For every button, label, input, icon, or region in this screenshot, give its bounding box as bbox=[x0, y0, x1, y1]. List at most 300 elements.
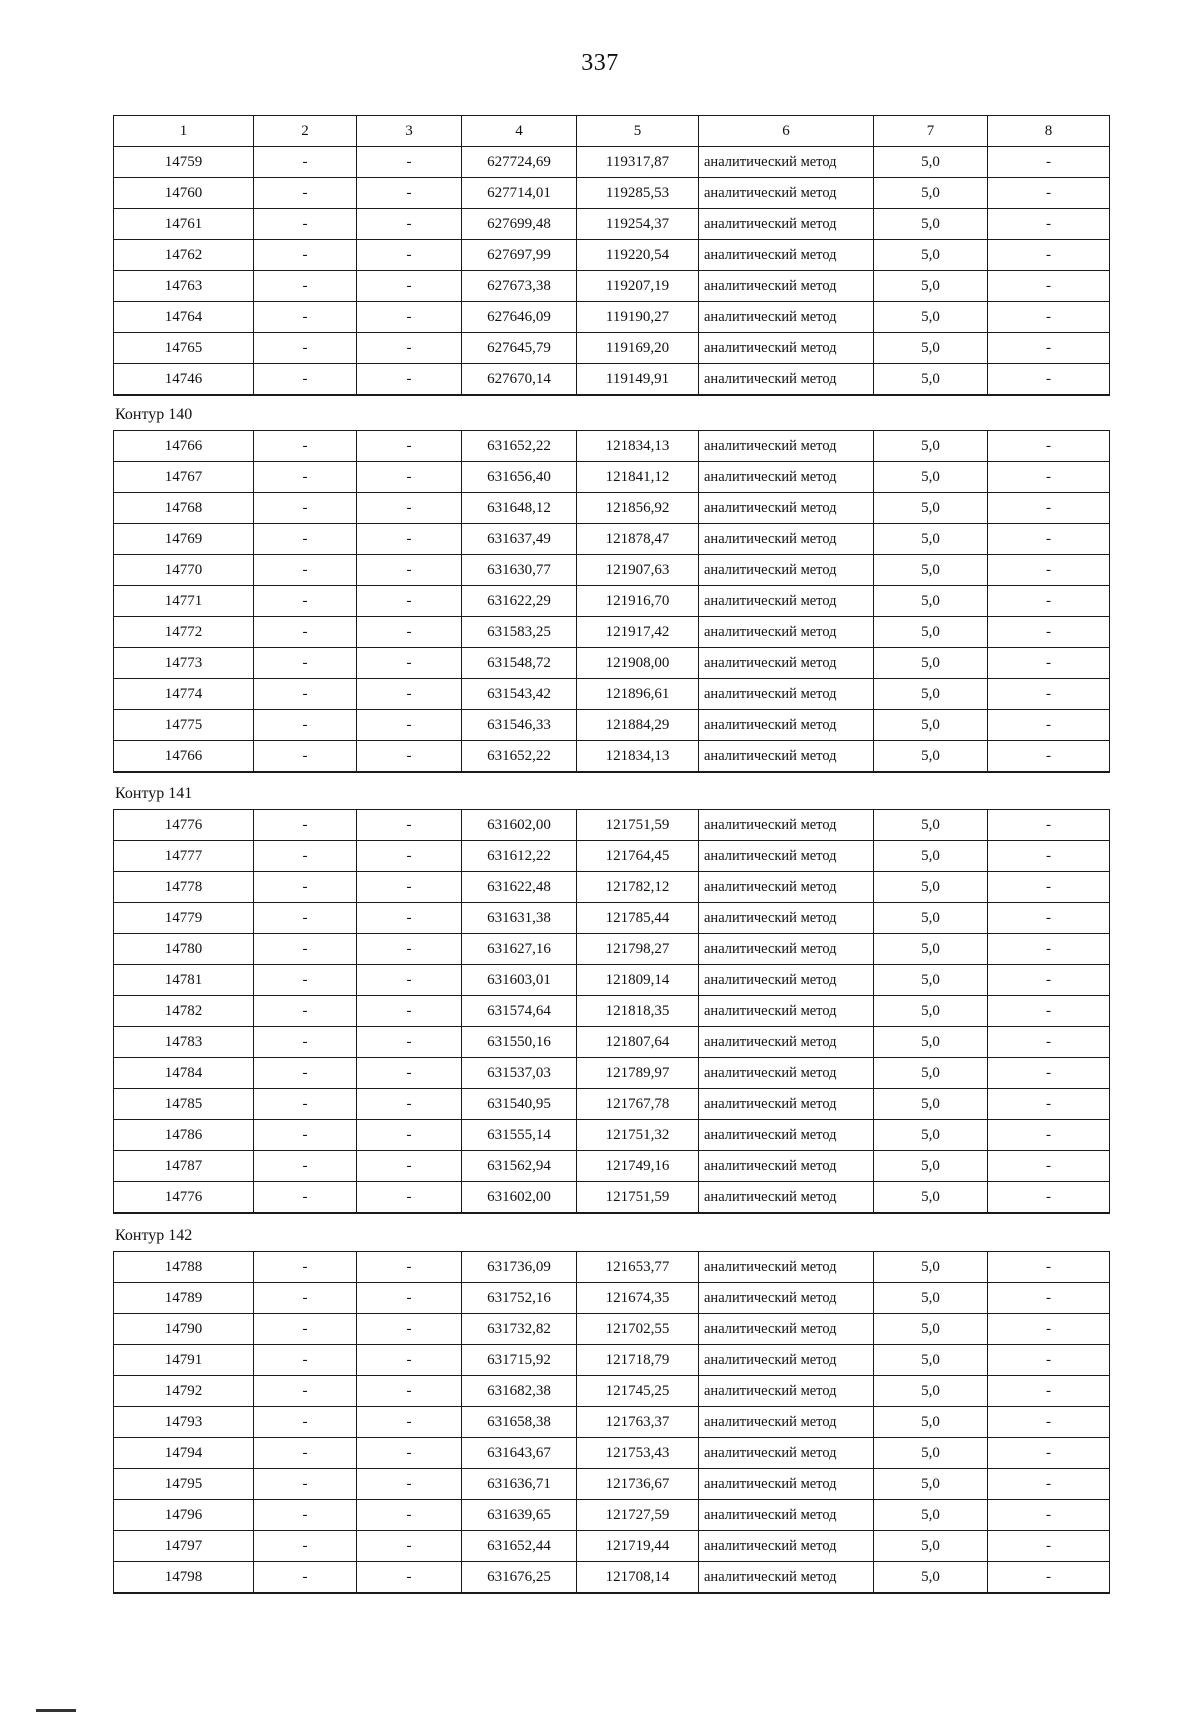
col-3-cell: - bbox=[357, 1058, 462, 1089]
table-row bbox=[114, 965, 1110, 996]
col-2-cell: - bbox=[254, 1314, 357, 1345]
point-number-cell: 14776 bbox=[114, 1182, 254, 1214]
coord-y-cell: 119254,37 bbox=[577, 209, 699, 240]
col-2-cell: - bbox=[254, 1027, 357, 1058]
col-8-cell: - bbox=[988, 302, 1110, 333]
coord-y-cell: 121753,43 bbox=[577, 1438, 699, 1469]
coordinates-table bbox=[113, 430, 1110, 773]
coord-x-cell: 631648,12 bbox=[462, 493, 577, 524]
coord-x-cell: 627646,09 bbox=[462, 302, 577, 333]
coord-x-cell: 631652,22 bbox=[462, 741, 577, 773]
col-8-cell: - bbox=[988, 1345, 1110, 1376]
accuracy-cell: 5,0 bbox=[874, 209, 988, 240]
col-3-cell: - bbox=[357, 679, 462, 710]
col-2-cell: - bbox=[254, 934, 357, 965]
table-row bbox=[114, 1058, 1110, 1089]
col-3-cell: - bbox=[357, 1252, 462, 1283]
coord-x-cell: 631631,38 bbox=[462, 903, 577, 934]
col-3-cell: - bbox=[357, 1283, 462, 1314]
coord-x-cell: 631543,42 bbox=[462, 679, 577, 710]
col-8-cell: - bbox=[988, 431, 1110, 462]
col-8-cell: - bbox=[988, 872, 1110, 903]
method-cell: аналитический метод bbox=[699, 364, 874, 396]
accuracy-cell: 5,0 bbox=[874, 462, 988, 493]
coord-y-cell: 119207,19 bbox=[577, 271, 699, 302]
coord-y-cell: 121751,59 bbox=[577, 810, 699, 841]
col-2-cell: - bbox=[254, 1151, 357, 1182]
col-2-cell: - bbox=[254, 741, 357, 773]
table-row bbox=[114, 1407, 1110, 1438]
coord-y-cell: 121907,63 bbox=[577, 555, 699, 586]
coord-y-cell: 121818,35 bbox=[577, 996, 699, 1027]
table-row bbox=[114, 1314, 1110, 1345]
point-number-cell: 14765 bbox=[114, 333, 254, 364]
col-8-cell: - bbox=[988, 209, 1110, 240]
col-3-cell: - bbox=[357, 872, 462, 903]
method-cell: аналитический метод bbox=[699, 524, 874, 555]
method-cell: аналитический метод bbox=[699, 648, 874, 679]
coord-y-cell: 121782,12 bbox=[577, 872, 699, 903]
method-cell: аналитический метод bbox=[699, 1120, 874, 1151]
accuracy-cell: 5,0 bbox=[874, 1531, 988, 1562]
accuracy-cell: 5,0 bbox=[874, 1562, 988, 1594]
point-number-cell: 14775 bbox=[114, 710, 254, 741]
coord-x-cell: 627714,01 bbox=[462, 178, 577, 209]
coord-x-cell: 631546,33 bbox=[462, 710, 577, 741]
method-cell: аналитический метод bbox=[699, 1407, 874, 1438]
col-8-cell: - bbox=[988, 586, 1110, 617]
accuracy-cell: 5,0 bbox=[874, 524, 988, 555]
method-cell: аналитический метод bbox=[699, 1182, 874, 1214]
table-row bbox=[114, 741, 1110, 773]
col-3-cell: - bbox=[357, 493, 462, 524]
col-8-cell: - bbox=[988, 679, 1110, 710]
col-2-cell: - bbox=[254, 1562, 357, 1594]
col-8-cell: - bbox=[988, 996, 1110, 1027]
col-8-cell: - bbox=[988, 240, 1110, 271]
col-3-cell: - bbox=[357, 333, 462, 364]
coord-y-cell: 121745,25 bbox=[577, 1376, 699, 1407]
point-number-cell: 14764 bbox=[114, 302, 254, 333]
col-2-cell: - bbox=[254, 617, 357, 648]
col-8-cell: - bbox=[988, 1314, 1110, 1345]
table-row bbox=[114, 1182, 1110, 1214]
coord-y-cell: 121719,44 bbox=[577, 1531, 699, 1562]
coord-y-cell: 121764,45 bbox=[577, 841, 699, 872]
coord-x-cell: 631583,25 bbox=[462, 617, 577, 648]
col-3-cell: - bbox=[357, 965, 462, 996]
table-row bbox=[114, 178, 1110, 209]
col-8-cell: - bbox=[988, 1562, 1110, 1594]
method-cell: аналитический метод bbox=[699, 1469, 874, 1500]
col-8-cell: - bbox=[988, 1058, 1110, 1089]
method-cell: аналитический метод bbox=[699, 872, 874, 903]
table-block bbox=[113, 115, 1109, 396]
table-row bbox=[114, 555, 1110, 586]
coord-y-cell: 121751,32 bbox=[577, 1120, 699, 1151]
column-header: 8 bbox=[988, 116, 1110, 147]
coord-x-cell: 631643,67 bbox=[462, 1438, 577, 1469]
col-8-cell: - bbox=[988, 617, 1110, 648]
coord-y-cell: 119169,20 bbox=[577, 333, 699, 364]
col-3-cell: - bbox=[357, 431, 462, 462]
col-3-cell: - bbox=[357, 209, 462, 240]
col-2-cell: - bbox=[254, 648, 357, 679]
col-3-cell: - bbox=[357, 648, 462, 679]
coord-y-cell: 121767,78 bbox=[577, 1089, 699, 1120]
table-row bbox=[114, 1283, 1110, 1314]
coord-x-cell: 631602,00 bbox=[462, 810, 577, 841]
coord-x-cell: 627670,14 bbox=[462, 364, 577, 396]
col-2-cell: - bbox=[254, 462, 357, 493]
col-8-cell: - bbox=[988, 1500, 1110, 1531]
col-3-cell: - bbox=[357, 1407, 462, 1438]
col-8-cell: - bbox=[988, 741, 1110, 773]
point-number-cell: 14787 bbox=[114, 1151, 254, 1182]
col-2-cell: - bbox=[254, 903, 357, 934]
accuracy-cell: 5,0 bbox=[874, 1314, 988, 1345]
method-cell: аналитический метод bbox=[699, 1531, 874, 1562]
point-number-cell: 14780 bbox=[114, 934, 254, 965]
col-3-cell: - bbox=[357, 1182, 462, 1214]
point-number-cell: 14761 bbox=[114, 209, 254, 240]
accuracy-cell: 5,0 bbox=[874, 1345, 988, 1376]
coord-x-cell: 631676,25 bbox=[462, 1562, 577, 1594]
accuracy-cell: 5,0 bbox=[874, 1469, 988, 1500]
point-number-cell: 14763 bbox=[114, 271, 254, 302]
method-cell: аналитический метод bbox=[699, 209, 874, 240]
table-row bbox=[114, 810, 1110, 841]
col-8-cell: - bbox=[988, 934, 1110, 965]
col-3-cell: - bbox=[357, 364, 462, 396]
point-number-cell: 14788 bbox=[114, 1252, 254, 1283]
col-8-cell: - bbox=[988, 364, 1110, 396]
column-header: 4 bbox=[462, 116, 577, 147]
col-8-cell: - bbox=[988, 271, 1110, 302]
accuracy-cell: 5,0 bbox=[874, 841, 988, 872]
table-row bbox=[114, 1120, 1110, 1151]
coord-y-cell: 119149,91 bbox=[577, 364, 699, 396]
col-2-cell: - bbox=[254, 679, 357, 710]
coord-y-cell: 121674,35 bbox=[577, 1283, 699, 1314]
col-2-cell: - bbox=[254, 209, 357, 240]
col-2-cell: - bbox=[254, 1469, 357, 1500]
coord-y-cell: 121702,55 bbox=[577, 1314, 699, 1345]
col-8-cell: - bbox=[988, 524, 1110, 555]
method-cell: аналитический метод bbox=[699, 810, 874, 841]
point-number-cell: 14772 bbox=[114, 617, 254, 648]
method-cell: аналитический метод bbox=[699, 555, 874, 586]
col-2-cell: - bbox=[254, 965, 357, 996]
accuracy-cell: 5,0 bbox=[874, 710, 988, 741]
point-number-cell: 14766 bbox=[114, 431, 254, 462]
col-3-cell: - bbox=[357, 710, 462, 741]
accuracy-cell: 5,0 bbox=[874, 1283, 988, 1314]
col-2-cell: - bbox=[254, 431, 357, 462]
method-cell: аналитический метод bbox=[699, 1252, 874, 1283]
point-number-cell: 14782 bbox=[114, 996, 254, 1027]
accuracy-cell: 5,0 bbox=[874, 934, 988, 965]
col-2-cell: - bbox=[254, 1120, 357, 1151]
coord-x-cell: 631652,22 bbox=[462, 431, 577, 462]
col-3-cell: - bbox=[357, 810, 462, 841]
method-cell: аналитический метод bbox=[699, 1500, 874, 1531]
method-cell: аналитический метод bbox=[699, 741, 874, 773]
col-2-cell: - bbox=[254, 1407, 357, 1438]
coord-x-cell: 627645,79 bbox=[462, 333, 577, 364]
point-number-cell: 14760 bbox=[114, 178, 254, 209]
point-number-cell: 14776 bbox=[114, 810, 254, 841]
coord-x-cell: 631656,40 bbox=[462, 462, 577, 493]
table-row bbox=[114, 431, 1110, 462]
col-2-cell: - bbox=[254, 333, 357, 364]
point-number-cell: 14791 bbox=[114, 1345, 254, 1376]
coord-x-cell: 631627,16 bbox=[462, 934, 577, 965]
coord-y-cell: 121878,47 bbox=[577, 524, 699, 555]
col-8-cell: - bbox=[988, 648, 1110, 679]
point-number-cell: 14759 bbox=[114, 147, 254, 178]
table-row bbox=[114, 586, 1110, 617]
accuracy-cell: 5,0 bbox=[874, 333, 988, 364]
col-8-cell: - bbox=[988, 1182, 1110, 1214]
point-number-cell: 14777 bbox=[114, 841, 254, 872]
coord-x-cell: 631715,92 bbox=[462, 1345, 577, 1376]
col-8-cell: - bbox=[988, 1252, 1110, 1283]
accuracy-cell: 5,0 bbox=[874, 271, 988, 302]
point-number-cell: 14785 bbox=[114, 1089, 254, 1120]
method-cell: аналитический метод bbox=[699, 178, 874, 209]
coord-y-cell: 121809,14 bbox=[577, 965, 699, 996]
col-8-cell: - bbox=[988, 1089, 1110, 1120]
col-2-cell: - bbox=[254, 1345, 357, 1376]
col-3-cell: - bbox=[357, 271, 462, 302]
coord-x-cell: 631682,38 bbox=[462, 1376, 577, 1407]
coord-x-cell: 631658,38 bbox=[462, 1407, 577, 1438]
point-number-cell: 14792 bbox=[114, 1376, 254, 1407]
coord-y-cell: 121798,27 bbox=[577, 934, 699, 965]
coord-y-cell: 121653,77 bbox=[577, 1252, 699, 1283]
table-row bbox=[114, 996, 1110, 1027]
method-cell: аналитический метод bbox=[699, 333, 874, 364]
coord-x-cell: 631622,29 bbox=[462, 586, 577, 617]
point-number-cell: 14773 bbox=[114, 648, 254, 679]
point-number-cell: 14789 bbox=[114, 1283, 254, 1314]
col-2-cell: - bbox=[254, 524, 357, 555]
accuracy-cell: 5,0 bbox=[874, 431, 988, 462]
method-cell: аналитический метод bbox=[699, 1027, 874, 1058]
point-number-cell: 14795 bbox=[114, 1469, 254, 1500]
coord-x-cell: 631574,64 bbox=[462, 996, 577, 1027]
col-3-cell: - bbox=[357, 302, 462, 333]
coord-y-cell: 119220,54 bbox=[577, 240, 699, 271]
col-8-cell: - bbox=[988, 493, 1110, 524]
coord-y-cell: 121834,13 bbox=[577, 431, 699, 462]
coord-x-cell: 627724,69 bbox=[462, 147, 577, 178]
method-cell: аналитический метод bbox=[699, 1438, 874, 1469]
col-2-cell: - bbox=[254, 364, 357, 396]
table-row bbox=[114, 841, 1110, 872]
accuracy-cell: 5,0 bbox=[874, 1151, 988, 1182]
col-3-cell: - bbox=[357, 462, 462, 493]
coord-x-cell: 631602,00 bbox=[462, 1182, 577, 1214]
table-row bbox=[114, 209, 1110, 240]
coord-y-cell: 121834,13 bbox=[577, 741, 699, 773]
col-2-cell: - bbox=[254, 1283, 357, 1314]
point-number-cell: 14778 bbox=[114, 872, 254, 903]
col-2-cell: - bbox=[254, 841, 357, 872]
coord-x-cell: 627673,38 bbox=[462, 271, 577, 302]
method-cell: аналитический метод bbox=[699, 903, 874, 934]
coord-x-cell: 627699,48 bbox=[462, 209, 577, 240]
point-number-cell: 14770 bbox=[114, 555, 254, 586]
column-header: 6 bbox=[699, 116, 874, 147]
col-8-cell: - bbox=[988, 1120, 1110, 1151]
table-row bbox=[114, 462, 1110, 493]
col-8-cell: - bbox=[988, 1376, 1110, 1407]
coord-y-cell: 121708,14 bbox=[577, 1562, 699, 1594]
col-8-cell: - bbox=[988, 1283, 1110, 1314]
coord-y-cell: 121917,42 bbox=[577, 617, 699, 648]
coord-y-cell: 121916,70 bbox=[577, 586, 699, 617]
method-cell: аналитический метод bbox=[699, 1089, 874, 1120]
table-row bbox=[114, 271, 1110, 302]
point-number-cell: 14767 bbox=[114, 462, 254, 493]
col-2-cell: - bbox=[254, 493, 357, 524]
col-2-cell: - bbox=[254, 810, 357, 841]
table-row bbox=[114, 240, 1110, 271]
method-cell: аналитический метод bbox=[699, 841, 874, 872]
coord-x-cell: 631752,16 bbox=[462, 1283, 577, 1314]
table-row bbox=[114, 493, 1110, 524]
accuracy-cell: 5,0 bbox=[874, 872, 988, 903]
col-3-cell: - bbox=[357, 996, 462, 1027]
col-8-cell: - bbox=[988, 1469, 1110, 1500]
coord-x-cell: 631603,01 bbox=[462, 965, 577, 996]
contour-label: Контур 141 bbox=[115, 785, 193, 802]
method-cell: аналитический метод bbox=[699, 710, 874, 741]
table-row bbox=[114, 1531, 1110, 1562]
method-cell: аналитический метод bbox=[699, 302, 874, 333]
method-cell: аналитический метод bbox=[699, 147, 874, 178]
method-cell: аналитический метод bbox=[699, 934, 874, 965]
coord-x-cell: 631537,03 bbox=[462, 1058, 577, 1089]
col-3-cell: - bbox=[357, 841, 462, 872]
table-row bbox=[114, 903, 1110, 934]
col-8-cell: - bbox=[988, 1151, 1110, 1182]
col-8-cell: - bbox=[988, 147, 1110, 178]
point-number-cell: 14798 bbox=[114, 1562, 254, 1594]
col-8-cell: - bbox=[988, 965, 1110, 996]
coordinates-table bbox=[113, 1251, 1110, 1594]
col-2-cell: - bbox=[254, 240, 357, 271]
col-8-cell: - bbox=[988, 903, 1110, 934]
col-3-cell: - bbox=[357, 1562, 462, 1594]
col-8-cell: - bbox=[988, 178, 1110, 209]
coord-y-cell: 121856,92 bbox=[577, 493, 699, 524]
accuracy-cell: 5,0 bbox=[874, 617, 988, 648]
method-cell: аналитический метод bbox=[699, 1151, 874, 1182]
table-row bbox=[114, 1252, 1110, 1283]
accuracy-cell: 5,0 bbox=[874, 586, 988, 617]
col-3-cell: - bbox=[357, 1089, 462, 1120]
coord-y-cell: 121884,29 bbox=[577, 710, 699, 741]
table-row bbox=[114, 1376, 1110, 1407]
coord-y-cell: 119285,53 bbox=[577, 178, 699, 209]
coord-y-cell: 121751,59 bbox=[577, 1182, 699, 1214]
col-8-cell: - bbox=[988, 810, 1110, 841]
accuracy-cell: 5,0 bbox=[874, 1058, 988, 1089]
accuracy-cell: 5,0 bbox=[874, 1376, 988, 1407]
method-cell: аналитический метод bbox=[699, 493, 874, 524]
col-8-cell: - bbox=[988, 1531, 1110, 1562]
coord-x-cell: 627697,99 bbox=[462, 240, 577, 271]
coord-x-cell: 631550,16 bbox=[462, 1027, 577, 1058]
col-8-cell: - bbox=[988, 462, 1110, 493]
coord-y-cell: 121785,44 bbox=[577, 903, 699, 934]
table-row bbox=[114, 872, 1110, 903]
accuracy-cell: 5,0 bbox=[874, 903, 988, 934]
point-number-cell: 14762 bbox=[114, 240, 254, 271]
col-3-cell: - bbox=[357, 1469, 462, 1500]
table-row bbox=[114, 1345, 1110, 1376]
method-cell: аналитический метод bbox=[699, 431, 874, 462]
coordinates-table bbox=[113, 115, 1110, 396]
accuracy-cell: 5,0 bbox=[874, 240, 988, 271]
point-number-cell: 14796 bbox=[114, 1500, 254, 1531]
col-2-cell: - bbox=[254, 1500, 357, 1531]
col-2-cell: - bbox=[254, 178, 357, 209]
col-2-cell: - bbox=[254, 271, 357, 302]
coord-y-cell: 121789,97 bbox=[577, 1058, 699, 1089]
accuracy-cell: 5,0 bbox=[874, 1500, 988, 1531]
table-row bbox=[114, 1151, 1110, 1182]
method-cell: аналитический метод bbox=[699, 1058, 874, 1089]
coord-x-cell: 631732,82 bbox=[462, 1314, 577, 1345]
column-header: 1 bbox=[114, 116, 254, 147]
accuracy-cell: 5,0 bbox=[874, 679, 988, 710]
point-number-cell: 14746 bbox=[114, 364, 254, 396]
point-number-cell: 14774 bbox=[114, 679, 254, 710]
coord-y-cell: 121896,61 bbox=[577, 679, 699, 710]
column-header: 7 bbox=[874, 116, 988, 147]
col-8-cell: - bbox=[988, 1027, 1110, 1058]
point-number-cell: 14783 bbox=[114, 1027, 254, 1058]
col-2-cell: - bbox=[254, 1252, 357, 1283]
point-number-cell: 14769 bbox=[114, 524, 254, 555]
point-number-cell: 14784 bbox=[114, 1058, 254, 1089]
coord-x-cell: 631612,22 bbox=[462, 841, 577, 872]
col-3-cell: - bbox=[357, 1120, 462, 1151]
col-2-cell: - bbox=[254, 1089, 357, 1120]
table-row bbox=[114, 364, 1110, 396]
accuracy-cell: 5,0 bbox=[874, 741, 988, 773]
method-cell: аналитический метод bbox=[699, 271, 874, 302]
coord-y-cell: 121749,16 bbox=[577, 1151, 699, 1182]
accuracy-cell: 5,0 bbox=[874, 147, 988, 178]
col-3-cell: - bbox=[357, 1151, 462, 1182]
col-2-cell: - bbox=[254, 1182, 357, 1214]
point-number-cell: 14779 bbox=[114, 903, 254, 934]
accuracy-cell: 5,0 bbox=[874, 178, 988, 209]
col-8-cell: - bbox=[988, 1407, 1110, 1438]
coord-x-cell: 631555,14 bbox=[462, 1120, 577, 1151]
point-number-cell: 14793 bbox=[114, 1407, 254, 1438]
table-row bbox=[114, 1438, 1110, 1469]
accuracy-cell: 5,0 bbox=[874, 364, 988, 396]
col-3-cell: - bbox=[357, 934, 462, 965]
coord-x-cell: 631736,09 bbox=[462, 1252, 577, 1283]
table-row bbox=[114, 147, 1110, 178]
